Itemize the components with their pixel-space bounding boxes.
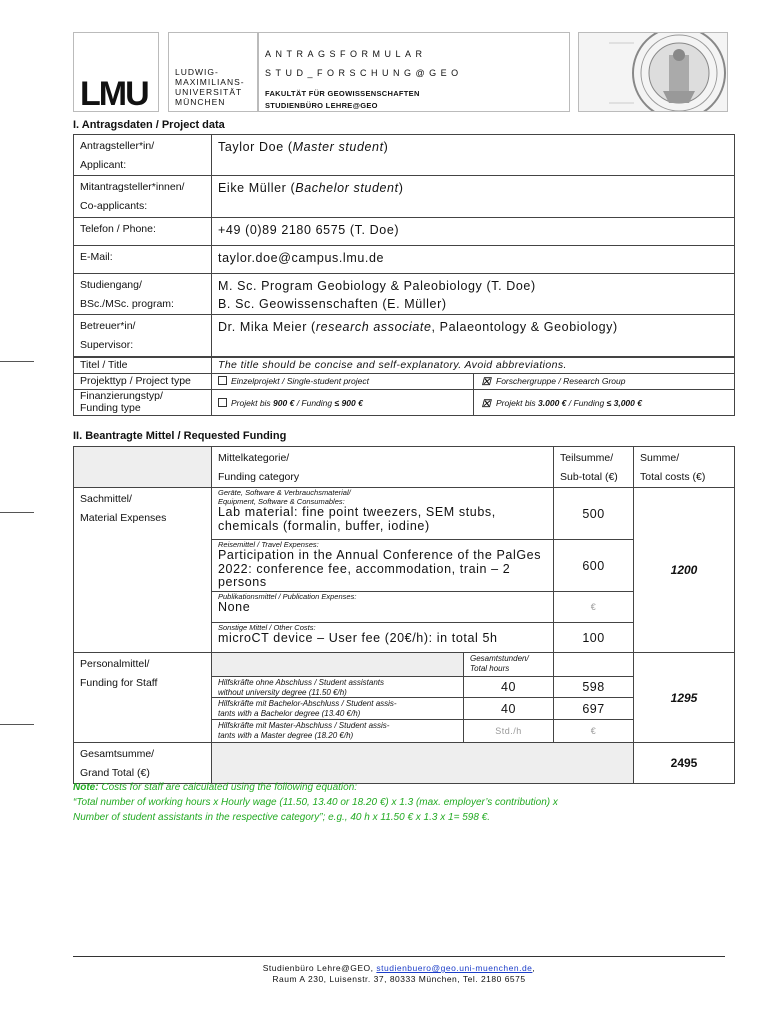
- email-value[interactable]: taylor.doe@campus.lmu.de: [212, 246, 735, 274]
- co-applicants-row: [74, 176, 735, 218]
- applicant-label: Antragsteller*in/ Applicant:: [74, 135, 212, 176]
- university-name: [168, 32, 258, 112]
- fold-mark: [0, 724, 34, 725]
- applicant-value[interactable]: Taylor Doe (Master student): [212, 135, 735, 176]
- other-costs-description[interactable]: Sonstige Mittel / Other Costs: microCT device – User fee (20€/h): in total 5h: [212, 623, 554, 653]
- phone-label: Telefon / Phone:: [74, 218, 212, 246]
- footer-office: Studienbüro Lehre@GEO,: [262, 963, 377, 973]
- staff-no-degree-description: Hilfskräfte ohne Abschluss / Student assistants without university degree (11.50 €/h): [212, 677, 464, 698]
- material-total: 1200: [634, 488, 735, 653]
- project-type-row: [74, 374, 735, 390]
- checkbox-research-group-checked[interactable]: ⊠: [480, 374, 492, 388]
- staff-no-degree-hours[interactable]: 40: [464, 677, 554, 698]
- university-line: LUDWIG-: [175, 67, 219, 77]
- project-type-option-group[interactable]: ⊠ Forschergruppe / Research Group: [474, 374, 735, 390]
- supervisor-label: Betreuer*in/ Supervisor:: [74, 315, 212, 357]
- total-hours-header: Gesamtstunden/ Total hours: [464, 653, 554, 677]
- note-label: Note:: [73, 782, 99, 793]
- supervisor-row: [74, 315, 735, 357]
- travel-amount[interactable]: 600: [554, 540, 634, 592]
- section-title-project-data: I. Antragsdaten / Project data: [73, 119, 225, 131]
- grand-total-label: Gesamtsumme/ Grand Total (€): [74, 743, 212, 784]
- funding-type-row: [74, 390, 735, 416]
- project-data-table: [73, 134, 735, 357]
- funding-header-empty: [74, 447, 212, 488]
- staff-master-description: Hilfskräfte mit Master-Abschluss / Student assis- tants with a Master degree (18.20 €/h): [212, 720, 464, 743]
- note-line: “Total number of working hours x Hourly wage (11.50, 13.40 or 18.20 €) x 1.3 (max. employer’s contribution) x: [73, 797, 558, 808]
- checkbox-single-project[interactable]: [218, 376, 227, 385]
- phone-value[interactable]: +49 (0)89 2180 6575 (T. Doe): [212, 218, 735, 246]
- email-row: [74, 246, 735, 274]
- funding-option-3000[interactable]: ⊠ Projekt bis 3.000 € / Funding ≤ 3,000 €: [474, 390, 735, 416]
- office-name: STUDIENBÜRO LEHRE@GEO: [265, 101, 378, 110]
- staff-header-subtotal-empty: [554, 653, 634, 677]
- email-label: E-Mail:: [74, 246, 212, 274]
- project-type-table: [73, 357, 735, 416]
- footer-email-link[interactable]: studienbuero@geo.uni-muenchen.de: [376, 963, 533, 973]
- staff-funding-label: Personalmittel/ Funding for Staff: [74, 653, 212, 743]
- applicant-row: [74, 135, 735, 176]
- total-costs-header: Summe/ Total costs (€): [634, 447, 735, 488]
- material-expenses-label: Sachmittel/ Material Expenses: [74, 488, 212, 653]
- travel-description[interactable]: Reisemittel / Travel Expenses: Participation in the Annual Conference of the PalGes 2022: conference fee, accommodation, train – 2 persons: [212, 540, 554, 592]
- staff-no-degree-amount[interactable]: 598: [554, 677, 634, 698]
- funding-type-label: Finanzierungstyp/ Funding type: [74, 390, 212, 416]
- section-title-requested-funding: II. Beantragte Mittel / Requested Funding: [73, 430, 287, 442]
- staff-bachelor-hours[interactable]: 40: [464, 698, 554, 720]
- title-label: Titel / Title: [74, 358, 212, 374]
- funding-header-row: [74, 447, 735, 488]
- note-line: Costs for staff are calculated using the following equation:: [98, 782, 358, 793]
- grand-total-empty: [212, 743, 634, 784]
- project-type-label: Projekttyp / Project type: [74, 374, 212, 390]
- form-title-box: [258, 32, 570, 112]
- staff-master-amount[interactable]: €: [554, 720, 634, 743]
- form-title: ANTRAGSFORMULAR: [265, 49, 427, 59]
- seal-icon: [579, 33, 728, 112]
- university-line: UNIVERSITÄT: [175, 87, 243, 97]
- footer-address: Raum A 230, Luisenstr. 37, 80333 München, Tel. 2180 6575: [272, 974, 526, 984]
- university-seal-image: [578, 32, 728, 112]
- faculty-name: FAKULTÄT FÜR GEOWISSENSCHAFTEN: [265, 89, 420, 98]
- staff-header-empty: [212, 653, 464, 677]
- fold-mark: [0, 361, 34, 362]
- university-line: MÜNCHEN: [175, 97, 226, 107]
- grand-total-row: [74, 743, 735, 784]
- staff-header-row: [74, 653, 735, 677]
- supervisor-value[interactable]: Dr. Mika Meier (research associate, Palaeontology & Geobiology): [212, 315, 735, 357]
- punch-mark: [0, 512, 34, 513]
- university-line: MAXIMILIANS-: [175, 77, 245, 87]
- co-applicants-label: Mitantragsteller*innen/ Co-applicants:: [74, 176, 212, 218]
- footer-divider: [73, 956, 725, 957]
- checkbox-funding-900[interactable]: [218, 398, 227, 407]
- equipment-amount[interactable]: 500: [554, 488, 634, 540]
- grand-total-value: 2495: [634, 743, 735, 784]
- title-row: [74, 358, 735, 374]
- other-costs-amount[interactable]: 100: [554, 623, 634, 653]
- form-subtitle: STUD_FORSCHUNG@GEO: [265, 68, 463, 78]
- note-line: Number of student assistants in the respective category”; e.g., 40 h x 11.50 € x 1.3 x 1= 598 €.: [73, 812, 490, 823]
- study-program-value[interactable]: M. Sc. Program Geobiology & Paleobiology (T. Doe) B. Sc. Geowissenschaften (E. Müller): [212, 274, 735, 315]
- equipment-description[interactable]: Geräte, Software & Verbrauchsmaterial/ Equipment, Software & Consumables: Lab material: fine point tweezers, SEM stubs, chemicals (formalin, buffer, iodine): [212, 488, 554, 540]
- staff-total: 1295: [634, 653, 735, 743]
- phone-row: [74, 218, 735, 246]
- checkbox-funding-3000-checked[interactable]: ⊠: [480, 396, 492, 410]
- project-type-option-single[interactable]: Einzelprojekt / Single-student project: [212, 374, 474, 390]
- funding-table: [73, 446, 735, 784]
- co-applicants-value[interactable]: Eike Müller (Bachelor student): [212, 176, 735, 218]
- study-program-row: [74, 274, 735, 315]
- publication-amount[interactable]: €: [554, 592, 634, 623]
- title-value[interactable]: The title should be concise and self-explanatory. Avoid abbreviations.: [212, 358, 735, 374]
- staff-bachelor-amount[interactable]: 697: [554, 698, 634, 720]
- logo-text: LMU: [80, 75, 148, 113]
- study-program-label: Studiengang/ BSc./MSc. program:: [74, 274, 212, 315]
- publication-description[interactable]: Publikationsmittel / Publication Expenses: None: [212, 592, 554, 623]
- staff-bachelor-description: Hilfskräfte mit Bachelor-Abschluss / Student assis- tants with a Bachelor degree (13.40 €/h): [212, 698, 464, 720]
- funding-category-header: Mittelkategorie/ Funding category: [212, 447, 554, 488]
- subtotal-header: Teilsumme/ Sub-total (€): [554, 447, 634, 488]
- material-equipment-row: [74, 488, 735, 540]
- footer: Studienbüro Lehre@GEO, studienbuero@geo.uni-muenchen.de, Raum A 230, Luisenstr. 37, 80333 München, Tel. 2180 6575: [262, 963, 536, 984]
- staff-master-hours[interactable]: Std./h: [464, 720, 554, 743]
- staff-cost-note: [73, 780, 753, 825]
- funding-option-900[interactable]: Projekt bis 900 € / Funding ≤ 900 €: [212, 390, 474, 416]
- lmu-logo: [73, 32, 159, 112]
